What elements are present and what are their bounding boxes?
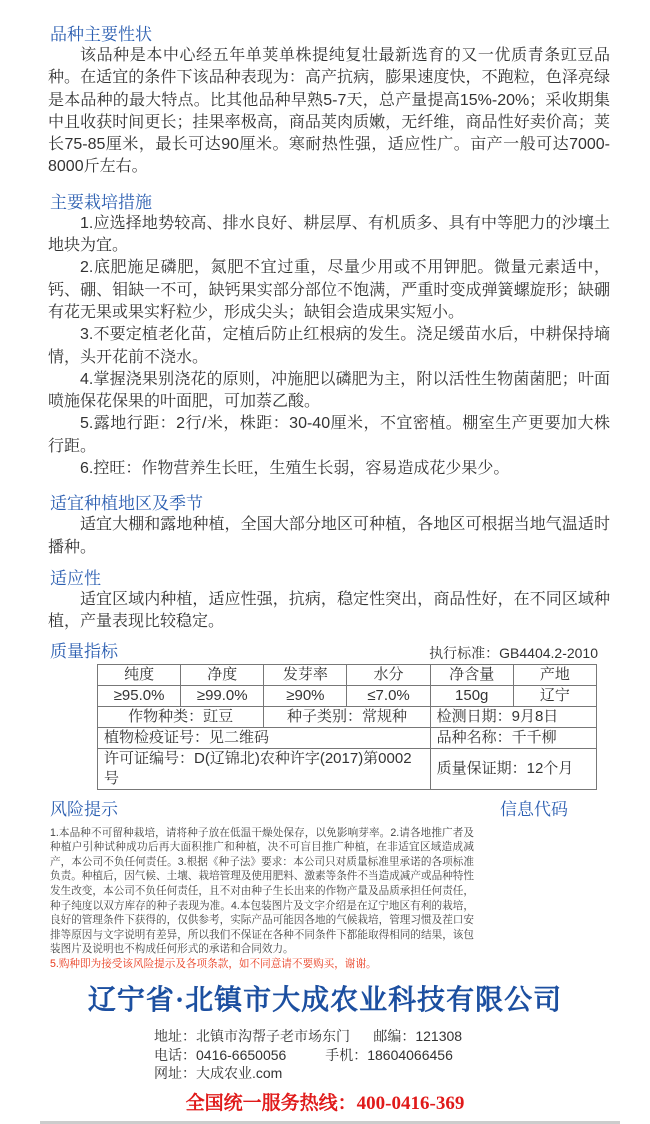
risk-paragraph: 1.本品种不可留种栽培，请将种子放在低温干燥处保存，以免影响芽率。2.请各地推广者及种植户引种试种成功后再大面积推广和种植，决不可盲目推广种植，在非适宜区域造成减产，本公司不负任何责任。3.根据《种子法》要求：本公司只对质量标准里承诺的各项标准负责。种植后，因气候、土壤、栽培管理及使用肥料、激素等条件不当造成减产或品种特性发生改变，本公司不负任何责任，且不对由种子生长出来的作物产量及品质承担任何责任，种子纯度以双方库存的种子表现为准。4.本包装图片及文字介绍是在辽宁地区有利的栽培，良好的管理条件下获得的，仅供参考，实际产品可能因各地的气候栽培，管理习惯及茬口安排等原因与文字说明有差异，所以我们不保证在各种不同条件下都能取得相同的结果，该包装图片及说明也不构成任何形式的承诺和合同效力。 — [50, 826, 474, 956]
section-title-cultivation: 主要栽培措施 — [50, 192, 152, 212]
risk-text — [50, 826, 474, 972]
risk-warning: 5.购种即为接受该风险提示及各项条款，如不同意请不要购买，谢谢。 — [50, 957, 377, 970]
value-cell: ≥99.0% — [181, 685, 264, 706]
website: 网址：大成农业.com — [154, 1065, 283, 1082]
section-title-risk: 风险提示 — [50, 799, 118, 819]
quarantine-cell: 植物检疫证号：见二维码 — [98, 727, 431, 748]
execution-standard: 执行标准：GB4404.2-2010 — [429, 644, 598, 661]
header-cell: 纯度 — [98, 664, 181, 685]
quality-table — [97, 664, 597, 790]
adaptability-text — [48, 589, 610, 634]
crop-type-cell: 作物种类：豇豆 — [98, 706, 264, 727]
section-title-adaptability: 适应性 — [50, 568, 101, 588]
cultivation-list — [48, 213, 610, 481]
quality-header — [48, 642, 598, 662]
traits-text — [48, 45, 610, 179]
cultivation-item: 2.底肥施足磷肥，氮肥不宜过重，尽量少用或不用钾肥。微量元素适中，钙、硼、钼缺一不可，缺钙果实部分部位不饱满，严重时变成弹簧螺旋形；缺硼有花无果或果实籽粒少，形成尖头；缺钼会造成果实短小。 — [48, 259, 610, 321]
header-cell: 净含量 — [430, 664, 513, 685]
cultivation-item: 3.不要定植老化苗，定植后防止红根病的发生。浇足缓苗水后，中耕保持墒情，头开花前不浇水。 — [48, 326, 610, 366]
phone: 电话：0416-6650056 手机：18604066456 — [154, 1046, 453, 1063]
cultivation-item: 4.掌握浇果别浇花的原则，冲施肥以磷肥为主，附以活性生物菌菌肥；叶面喷施保花保果的叶面肥，可加萘乙酸。 — [48, 370, 610, 411]
variety-name-cell: 品种名称：千千柳 — [430, 727, 596, 748]
table-row — [98, 706, 597, 727]
value-cell: ≥95.0% — [98, 685, 181, 706]
cultivation-item: 1.应选择地势较高、排水良好、耕层厚、有机质多、具有中等肥力的沙壤土地块为宜。 — [48, 214, 610, 255]
risk-header — [48, 800, 568, 820]
value-cell: ≥90% — [264, 685, 347, 706]
traits-paragraph: 该品种是本中心经五年单荚单株提纯复壮最新选育的又一优质青条豇豆品种。在适宜的条件下该品种表现为：高产抗病，膨果速度快，不跑粒，色泽亮绿是本品种的最大特点。比其他品种早熟5-7天，总产量提高15%-20%；采收期集中且收获时间更长；挂果率极高，商品荚肉质嫩，无纤维，商品性好卖价高；荚长75-85厘米，最长可达90厘米。寒耐热性强，适应性广。亩产一般可达7000-8000斤左右。 — [48, 47, 610, 176]
header-cell: 净度 — [181, 664, 264, 685]
region-paragraph: 适宜大棚和露地种植，全国大部分地区可种植，各地区可根据当地气温适时播种。 — [48, 516, 610, 556]
header-cell: 发芽率 — [264, 664, 347, 685]
test-date-cell: 检测日期：9月8日 — [430, 706, 596, 727]
value-cell: ≤7.0% — [347, 685, 430, 706]
section-title-traits: 品种主要性状 — [50, 25, 152, 44]
section-title-info-code: 信息代码 — [500, 799, 568, 819]
service-hotline: 全国统一服务热线：400-0416-369 — [185, 1092, 465, 1114]
table-row — [98, 748, 597, 789]
table-row — [98, 727, 597, 748]
value-cell: 150g — [430, 685, 513, 706]
header-cell: 产地 — [513, 664, 596, 685]
region-text — [48, 514, 610, 559]
section-title-region: 适宜种植地区及季节 — [50, 494, 203, 514]
section-title-quality: 质量指标 — [50, 641, 118, 661]
seed-category-cell: 种子类别：常规种 — [264, 706, 430, 727]
header-cell: 水分 — [347, 664, 430, 685]
table-header-row — [98, 664, 597, 685]
cultivation-item: 6.控旺：作物营养生长旺，生殖生长弱，容易造成花少果少。 — [80, 460, 510, 478]
address: 地址：北镇市沟帮子老市场东门 邮编：121308 — [154, 1028, 463, 1045]
company-name: 辽宁省·北镇市大成农业科技有限公司 — [87, 985, 563, 1017]
cultivation-item: 5.露地行距：2行/米，株距：30-40厘米，不宜密植。棚室生产更要加大株行距。 — [48, 415, 610, 455]
value-cell: 辽宁 — [513, 685, 596, 706]
adaptability-paragraph: 适宜区域内种植，适应性强，抗病，稳定性突出，商品性好，在不同区域种植，产量表现比较稳定。 — [48, 590, 610, 631]
shelf-life-cell: 质量保证期：12个月 — [430, 748, 596, 789]
table-row — [98, 685, 597, 706]
contact-info — [154, 1027, 650, 1083]
license-cell: 许可证编号：D(辽锦北)农种许字(2017)第0002号 — [98, 748, 431, 789]
